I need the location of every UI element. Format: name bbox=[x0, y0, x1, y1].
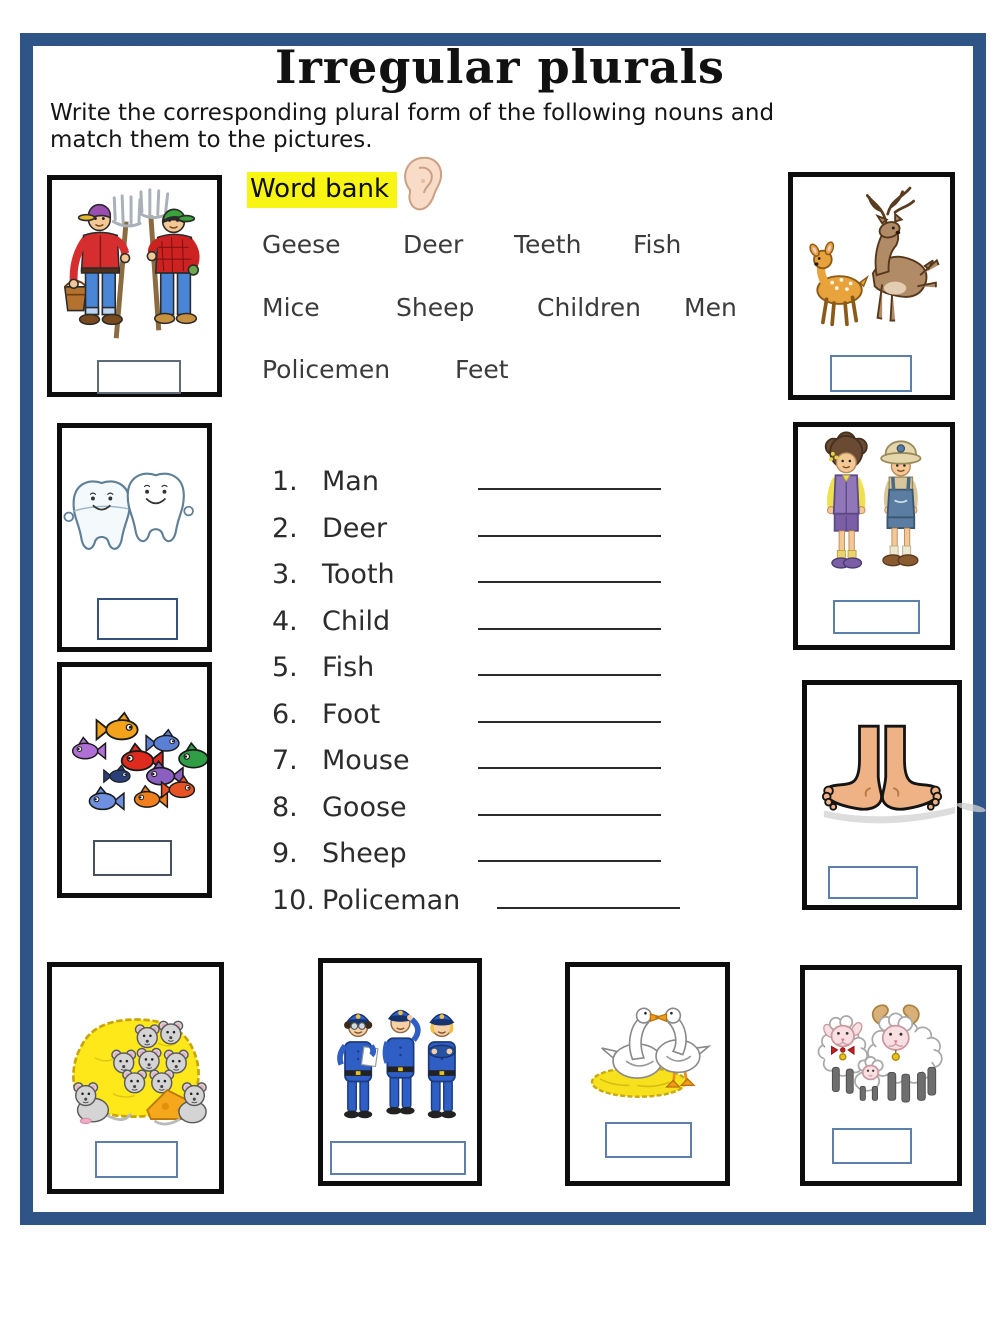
word-bank-word: Children bbox=[537, 293, 642, 322]
picture-answer-box[interactable] bbox=[833, 600, 920, 634]
question-number: 5. bbox=[272, 652, 298, 684]
word-bank-word: Fish bbox=[633, 230, 682, 259]
word-bank-word: Mice bbox=[262, 293, 320, 322]
picture-answer-box[interactable] bbox=[830, 355, 912, 392]
question-number: 9. bbox=[272, 838, 298, 870]
question-number: 6. bbox=[272, 699, 298, 731]
answer-line[interactable] bbox=[497, 879, 680, 909]
children-illustration bbox=[798, 427, 950, 597]
question-row bbox=[272, 553, 661, 593]
question-word: Goose bbox=[322, 792, 407, 824]
picture-fish[interactable] bbox=[57, 662, 212, 898]
answer-line[interactable] bbox=[478, 739, 661, 769]
question-number: 8. bbox=[272, 792, 298, 824]
men-illustration bbox=[52, 180, 217, 358]
question-word: Tooth bbox=[322, 559, 395, 591]
question-row bbox=[272, 786, 661, 826]
picture-mice[interactable] bbox=[47, 962, 224, 1194]
teeth-illustration bbox=[62, 428, 207, 596]
answer-line[interactable] bbox=[478, 646, 661, 676]
question-number: 10. bbox=[272, 885, 315, 917]
picture-deer[interactable] bbox=[788, 172, 955, 400]
question-row bbox=[272, 832, 661, 872]
question-word: Child bbox=[322, 606, 391, 638]
deer-illustration bbox=[793, 177, 950, 353]
question-row bbox=[272, 646, 661, 686]
answer-line[interactable] bbox=[478, 786, 661, 816]
answer-line[interactable] bbox=[478, 693, 661, 723]
answer-line[interactable] bbox=[478, 460, 661, 490]
word-bank-word: Policemen bbox=[262, 355, 391, 384]
answer-line[interactable] bbox=[478, 553, 661, 583]
sheep-illustration bbox=[805, 970, 957, 1122]
word-bank-word: Sheep bbox=[396, 293, 475, 322]
picture-teeth[interactable] bbox=[57, 423, 212, 652]
question-word: Sheep bbox=[322, 838, 407, 870]
instructions: Write the corresponding plural form of the following nouns and match them to the pictures. bbox=[50, 100, 775, 153]
picture-answer-box[interactable] bbox=[93, 840, 172, 876]
question-number: 7. bbox=[272, 745, 298, 777]
mice-illustration bbox=[52, 967, 219, 1139]
picture-feet[interactable] bbox=[802, 680, 962, 910]
question-number: 3. bbox=[272, 559, 298, 591]
picture-answer-box[interactable] bbox=[828, 866, 918, 899]
word-bank-word: Men bbox=[684, 293, 737, 322]
question-number: 4. bbox=[272, 606, 298, 638]
question-word: Man bbox=[322, 466, 379, 498]
question-row bbox=[272, 460, 661, 500]
picture-children[interactable] bbox=[793, 422, 955, 650]
feet-illustration bbox=[807, 685, 957, 863]
picture-answer-box[interactable] bbox=[95, 1141, 178, 1178]
question-word: Policeman bbox=[322, 885, 461, 917]
picture-answer-box[interactable] bbox=[832, 1128, 912, 1164]
word-bank-word: Geese bbox=[262, 230, 341, 259]
question-row bbox=[272, 693, 661, 733]
question-row bbox=[272, 739, 661, 779]
question-number: 2. bbox=[272, 513, 298, 545]
question-word: Fish bbox=[322, 652, 375, 684]
picture-answer-box[interactable] bbox=[330, 1141, 466, 1175]
word-bank-word: Deer bbox=[403, 230, 464, 259]
picture-men[interactable] bbox=[47, 175, 222, 397]
question-number: 1. bbox=[272, 466, 298, 498]
question-row bbox=[272, 507, 661, 547]
question-word: Foot bbox=[322, 699, 381, 731]
geese-illustration bbox=[570, 967, 725, 1117]
question-row bbox=[272, 600, 661, 640]
question-word: Deer bbox=[322, 513, 388, 545]
picture-answer-box[interactable] bbox=[97, 360, 181, 394]
picture-policemen[interactable] bbox=[318, 958, 482, 1186]
fish-illustration bbox=[62, 667, 207, 837]
word-bank-word: Feet bbox=[455, 355, 509, 384]
question-word: Mouse bbox=[322, 745, 410, 777]
policemen-illustration bbox=[323, 963, 477, 1137]
answer-line[interactable] bbox=[478, 832, 661, 862]
picture-sheep[interactable] bbox=[800, 965, 962, 1186]
word-bank-word: Teeth bbox=[514, 230, 582, 259]
answer-line[interactable] bbox=[478, 507, 661, 537]
ear-icon bbox=[398, 154, 444, 214]
question-row bbox=[272, 879, 680, 919]
picture-geese[interactable] bbox=[565, 962, 730, 1186]
answer-line[interactable] bbox=[478, 600, 661, 630]
picture-answer-box[interactable] bbox=[605, 1122, 692, 1158]
picture-answer-box[interactable] bbox=[97, 598, 178, 640]
page-title: Irregular plurals bbox=[275, 40, 725, 94]
word-bank-label: Word bank bbox=[247, 172, 397, 208]
